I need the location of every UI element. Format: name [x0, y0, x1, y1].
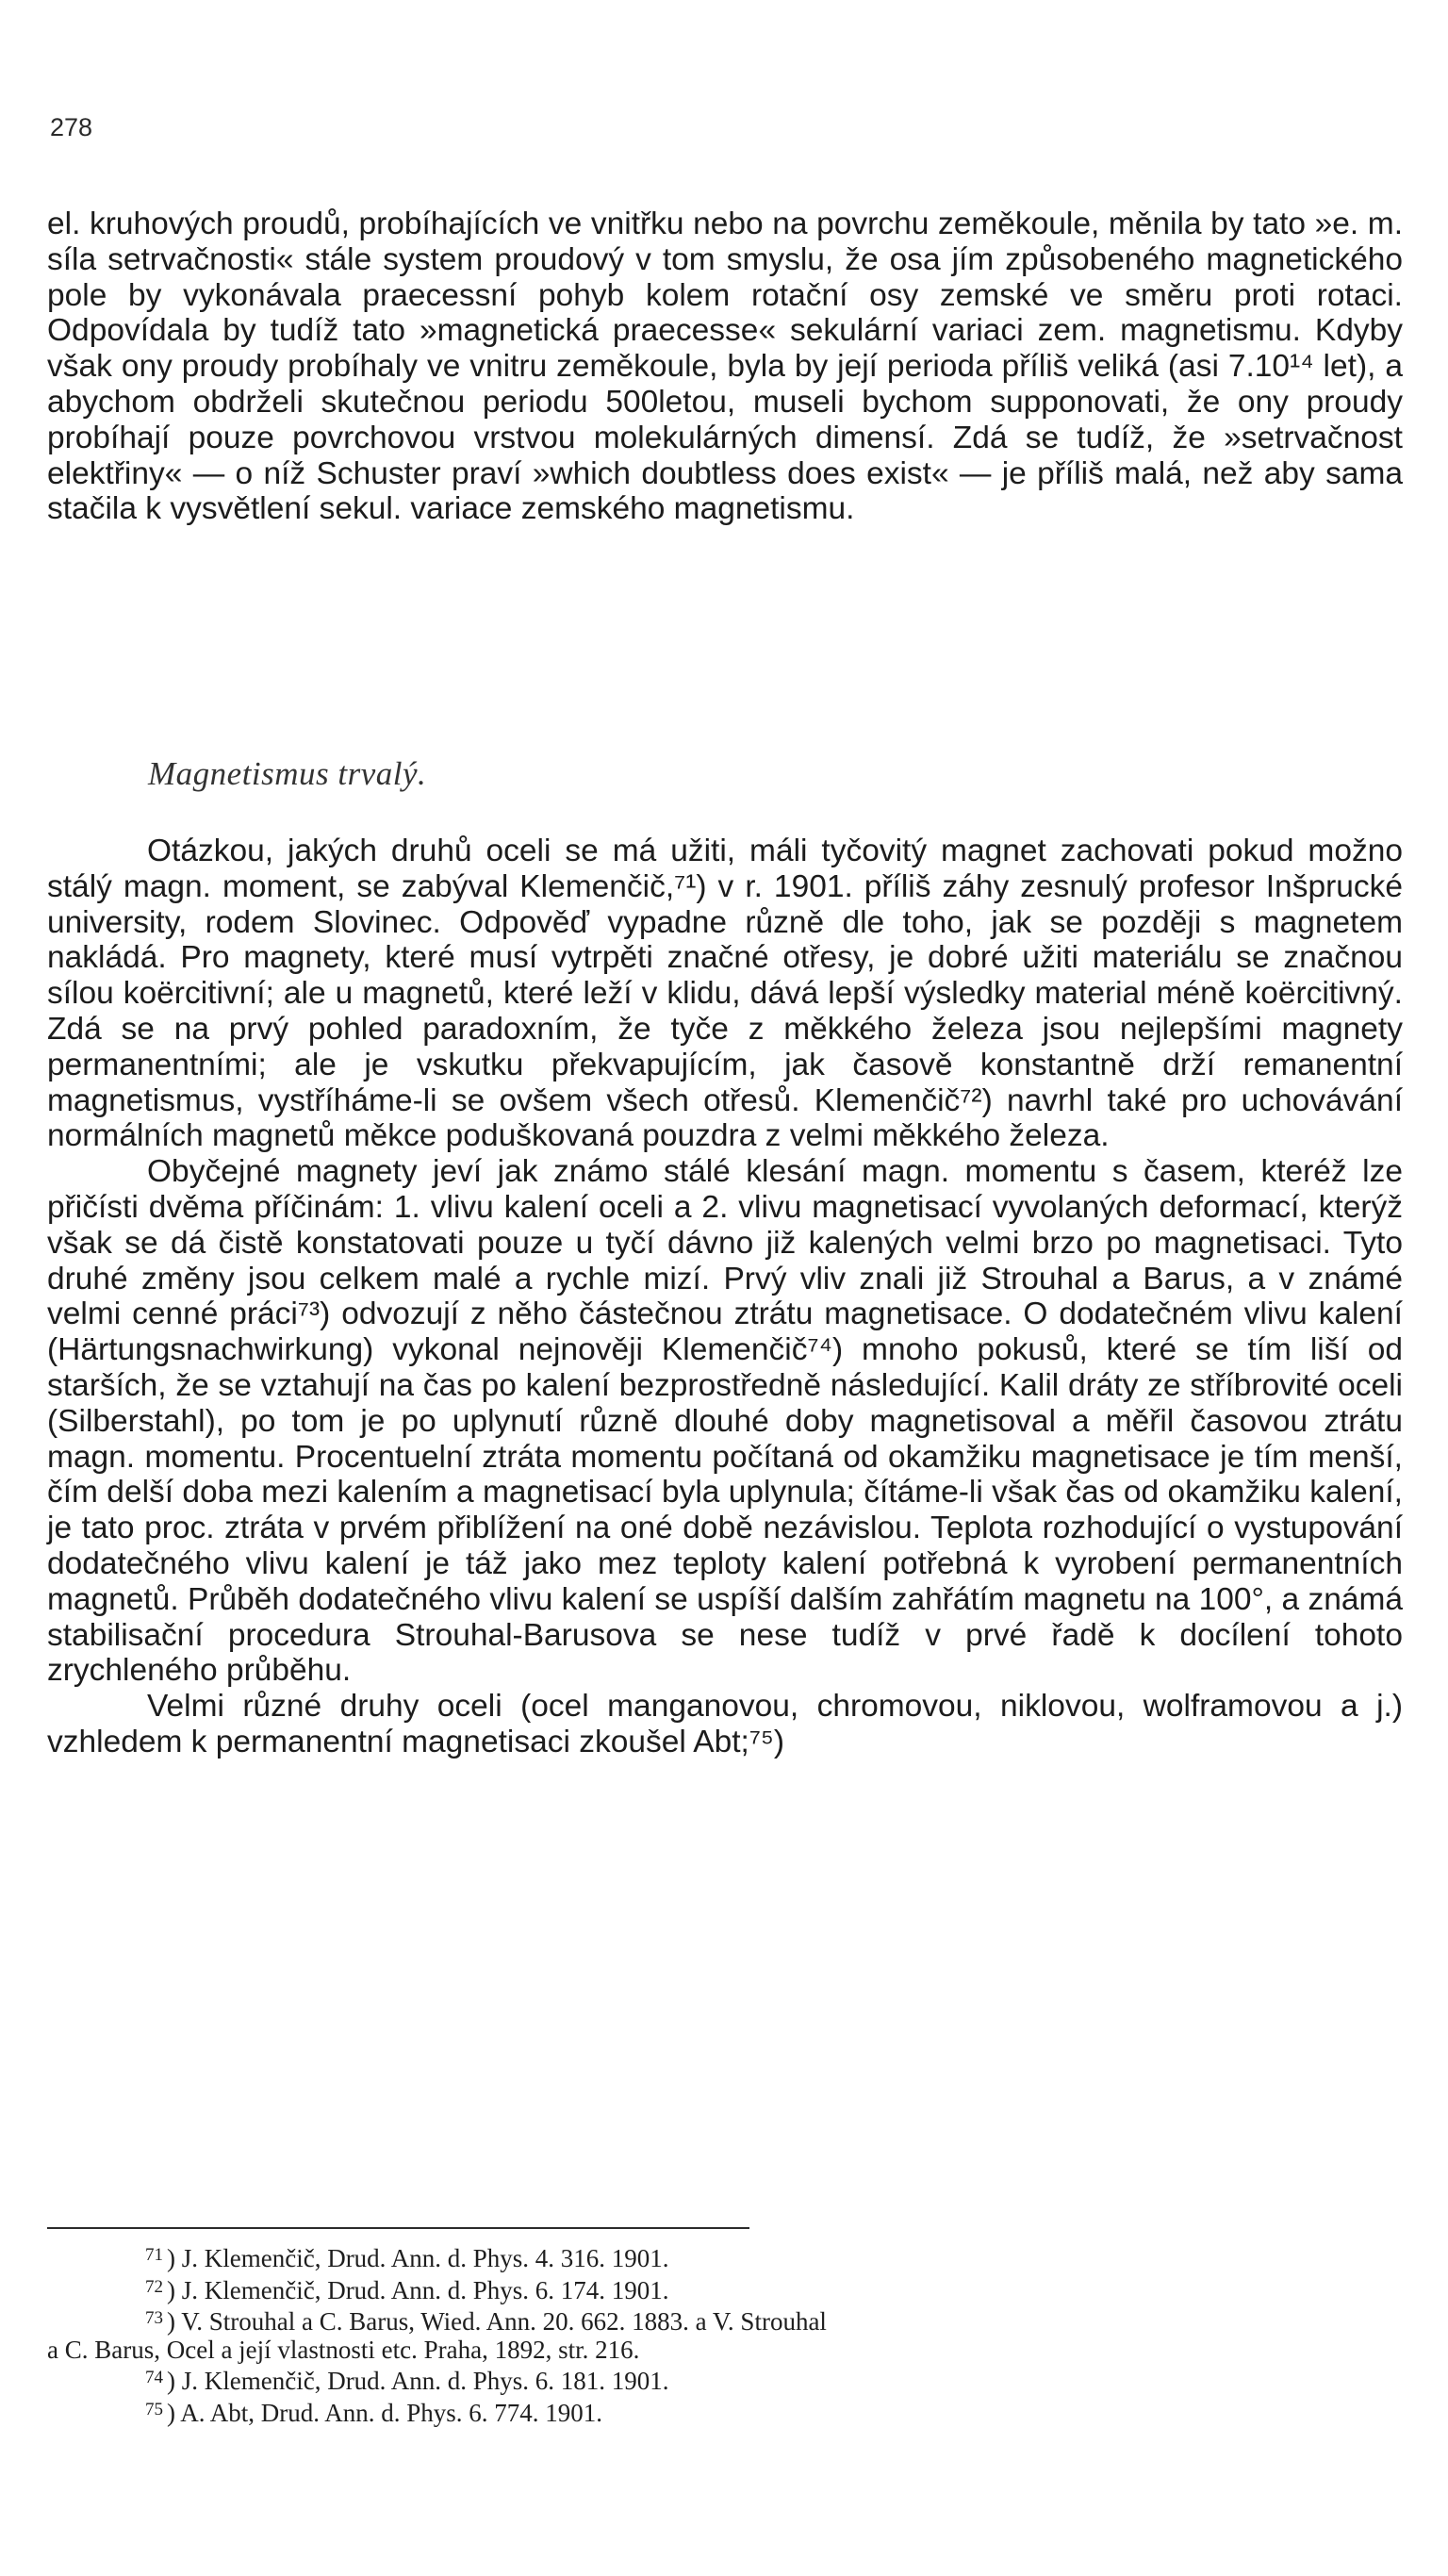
paragraph-steel-types: Velmi různé druhy oceli (ocel manganovou, chromovou, niklovou, wolframovou a j.) vzhledem k permanentní magnetisaci zkoušel Abt;⁷⁵) [47, 1689, 1403, 1759]
footnote-divider [47, 2227, 749, 2229]
footnote-text: J. Klemenčič, Drud. Ann. d. Phys. 4. 316. 1901. [181, 2244, 669, 2272]
footnote: $^{72}$ ) J. Klemenčič, Drud. Ann. d. Phys. 6. 174. 1901. [145, 2275, 669, 2304]
footnote: $^{71}$ ) J. Klemenčič, Drud. Ann. d. Phys. 4. 316. 1901. [145, 2244, 669, 2272]
footnote-number: 74 [145, 2368, 163, 2387]
page-number: 278 [50, 113, 93, 141]
intro-text-block [47, 206, 1403, 527]
footnote-text: J. Klemenčič, Drud. Ann. d. Phys. 6. 181. 1901. [181, 2367, 669, 2395]
footnote-number: 73 [145, 2308, 163, 2328]
footnote-text: V. Strouhal a C. Barus, Wied. Ann. 20. 662. 1883. a V. Strouhal [181, 2307, 827, 2336]
footnote-number: 72 [145, 2276, 163, 2297]
footnote-number: 75 [145, 2399, 163, 2419]
footnote-text: A. Abt, Drud. Ann. d. Phys. 6. 774. 1901. [180, 2398, 603, 2427]
paragraph-magnet-decay: Obyčejné magnety jeví jak známo stálé klesání magn. momentu s časem, kteréž lze přičísti dvěma příčinám: 1. vlivu kalení oceli a 2. vlivu magnetisací vyvolaných deformací, kterýž však se dá čistě konstatovati pouze u tyčí dávno již kalených velmi brzo po magnetisaci. Tyto druhé změny jsou celkem malé a rychle mizí. Prvý vliv znali již Strouhal a Barus, a v známé velmi cenné práci⁷³) odvozují z něho částečnou ztrátu magnetisace. O dodatečném vlivu kalení (Härtungsnachwirkung) vykonal nejnověji Klemenčič⁷⁴) mnoho pokusů, které se tím liší od starších, že se vztahují na čas po kalení bezprostředně následující. Kalil dráty ze stříbrovité oceli (Silberstahl), po tom je po uplynutí různě dlouhé doby magnetisoval a měřil časovou ztrátu magn. momentu. Procentuelní ztráta momentu počítaná od okamžiku magnetisace je tím menší, čím delší doba mezi kalením a magnetisací byla uplynula; čítáme-li však čas od okamžiku kalení, je tato proc. ztráta v prvém přiblížení na oné době nezávislou. Teplota rozhodující o vystupování dodatečného vlivu kalení je táž jako mez teploty kalení potřebná k vyrobení permanentních magnetů. Průběh dodatečného vlivu kalení se uspíší dalším zahřátím magnetu na 100°, a známá stabilisační procedura Strouhal-Barusova se nese tudíž v prvé řadě k docílení tohoto zrychleného průběhu. [47, 1154, 1403, 1689]
intro-paragraph: el. kruhových proudů, probíhajících ve vnitřku nebo na povrchu zeměkoule, měnila by tato »e. m. síla setrvačnosti« stále system proudový v tom smyslu, že osa jím způsobeného magnetického pole by vykonávala praecessní pohyb kolem rotační osy zemské ve směru proti rotaci. Odpovídala by tudíž tato »magnetická praecesse« sekulární variaci zem. magnetismu. Kdyby však ony proudy probíhaly ve vnitru zeměkoule, byla by její perioda příliš veliká (asi 7.10¹⁴ let), a abychom obdrželi skutečnou periodu 500letou, museli bychom supponovati, že ony proudy probíhají pouze povrchovou vrstvou molekulárných dimensí. Zdá se tudíž, že »setrvačnost elektřiny« — o níž Schuster praví »which doubtless does exist« — je příliš malá, než aby sama stačila k vysvětlení sekul. variace zemského magnetismu. [47, 206, 1403, 527]
footnote-continuation: a C. Barus, Ocel a její vlastnosti etc. Praha, 1892, str. 216. [47, 2335, 640, 2364]
footnote: $^{73}$ ) V. Strouhal a C. Barus, Wied. Ann. 20. 662. 1883. a V. Strouhal [145, 2307, 827, 2336]
footnote-number: 71 [145, 2245, 163, 2265]
footnotes [47, 2241, 1403, 2427]
footnote: $^{75}$ ) A. Abt, Drud. Ann. d. Phys. 6. 774. 1901. [145, 2398, 603, 2427]
paragraph-klemencic: Otázkou, jakých druhů oceli se má užiti, máli tyčovitý magnet zachovati pokud možno stálý magn. moment, se zabýval Klemenčič,⁷¹) v r. 1901. příliš záhy zesnulý profesor Inšprucké university, rodem Slovinec. Odpověď vypadne různě dle toho, jak se později s magnetem nakládá. Pro magnety, které musí vytrpěti značné otřesy, je dobré užiti materiálu se značnou sílou koërcitivní; ale u magnetů, které leží v klidu, dává lepší výsledky material méně koërcitivný. Zdá se na prvý pohled paradoxním, že tyče z měkkého železa jsou nejlepšími magnety permanentními; ale je vskutku překvapujícím, jak časově konstantně drží remanentní magnetismus, vystříháme-li se ovšem všech otřesů. Klemenčič⁷²) navrhl také pro uchovávání normálních magnetů měkce poduškovaná pouzdra z velmi měkkého železa. [47, 834, 1403, 1154]
main-text-block [47, 834, 1403, 1760]
section-heading: Magnetismus trvalý. [148, 755, 427, 792]
footnote-text: J. Klemenčič, Drud. Ann. d. Phys. 6. 174. 1901. [181, 2275, 669, 2304]
footnote: $^{74}$ ) J. Klemenčič, Drud. Ann. d. Phys. 6. 181. 1901. [145, 2367, 669, 2395]
